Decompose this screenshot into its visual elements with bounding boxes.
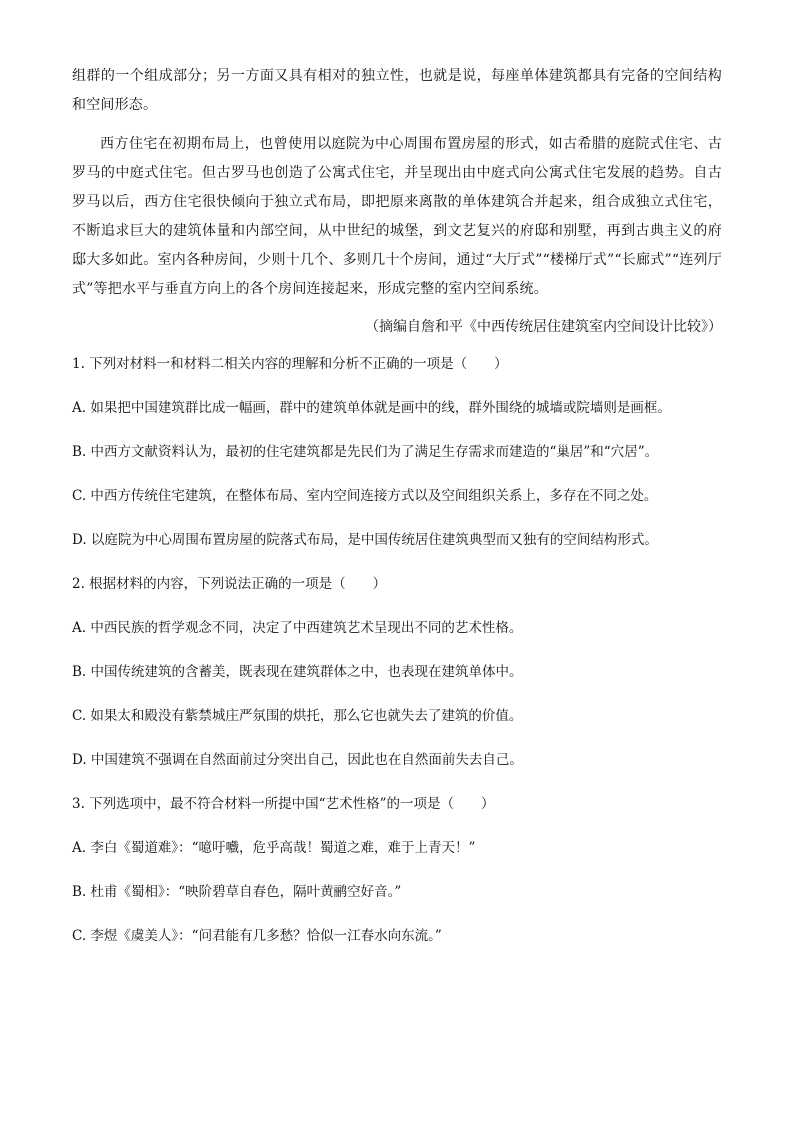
question-3-option-c: C. 李煜《虞美人》：“问君能有几多愁？恰似一江春水向东流。” — [72, 928, 442, 944]
question-3-option-b: B. 杜甫《蜀相》：“映阶碧草自春色，隔叶黄鹂空好音。” — [72, 884, 402, 900]
question-2-option-a: A. 中西民族的哲学观念不同，决定了中西建筑艺术呈现出不同的艺术性格。 — [72, 620, 523, 636]
question-1-option-d: D. 以庭院为中心周围布置房屋的院落式布局，是中国传统居住建筑典型而又独有的空间结构形式。 — [72, 532, 658, 548]
material-paragraph: 西方住宅在初期布局上，也曾使用以庭院为中心周围布置房屋的形式，如古希腊的庭院式住宅、古罗马的中庭式住宅。但古罗马也创造了公寓式住宅，并呈现出由中庭式向公寓式住宅发展的趋势。自古罗马以后，西方住宅很快倾向于独立式布局，即把原来离散的单体建筑合并起来，组合成独立式住宅，不断追求巨大的建筑体量和内部空间，从中世纪的城堡，到文艺复兴的府邸和别墅，再到古典主义的府邸大多如此。室内各种房间，少则十几个、多则几十个房间，通过“大厅式”“楼梯厅式”“长廊式”“连列厅式”等把水平与垂直方向上的各个房间连接起来，形成完整的室内空间系统。 — [72, 136, 722, 297]
question-2-stem: 2. 根据材料的内容，下列说法正确的一项是（ ） — [72, 576, 387, 592]
question-1-option-b: B. 中西方文献资料认为，最初的住宅建筑都是先民们为了满足生存需求而建造的“巢居”和“穴居”。 — [72, 444, 659, 460]
source-citation: （摘编自詹和平《中西传统居住建筑室内空间设计比较》） — [365, 319, 722, 335]
question-1-option-c: C. 中西方传统住宅建筑，在整体布局、室内空间连接方式以及空间组织关系上，多存在不同之处。 — [72, 488, 658, 504]
question-2-option-c: C. 如果太和殿没有紫禁城庄严氛围的烘托，那么它也就失去了建筑的价值。 — [72, 708, 523, 724]
question-2-option-b: B. 中国传统建筑的含蓄美，既表现在建筑群体之中，也表现在建筑单体中。 — [72, 664, 523, 680]
question-1-stem: 1. 下列对材料一和材料二相关内容的理解和分析不正确的一项是（ ） — [72, 356, 508, 372]
question-3-stem: 3. 下列选项中，最不符合材料一所提中国“艺术性格”的一项是（ ） — [72, 796, 495, 812]
question-1-option-a: A. 如果把中国建筑群比成一幅画，群中的建筑单体就是画中的线，群外围绕的城墙或院墙则是画框。 — [72, 400, 671, 416]
material-continuation: 组群的一个组成部分；另一方面又具有相对的独立性，也就是说，每座单体建筑都具有完备的空间结构和空间形态。 — [72, 68, 722, 113]
question-2-option-d: D. 中国建筑不强调在自然面前过分突出自己，因此也在自然面前失去自己。 — [72, 752, 523, 768]
document-page — [72, 62, 722, 947]
question-3-option-a: A. 李白《蜀道难》：“噫吁嚱，危乎高哉！蜀道之难，难于上青天！” — [72, 840, 476, 856]
